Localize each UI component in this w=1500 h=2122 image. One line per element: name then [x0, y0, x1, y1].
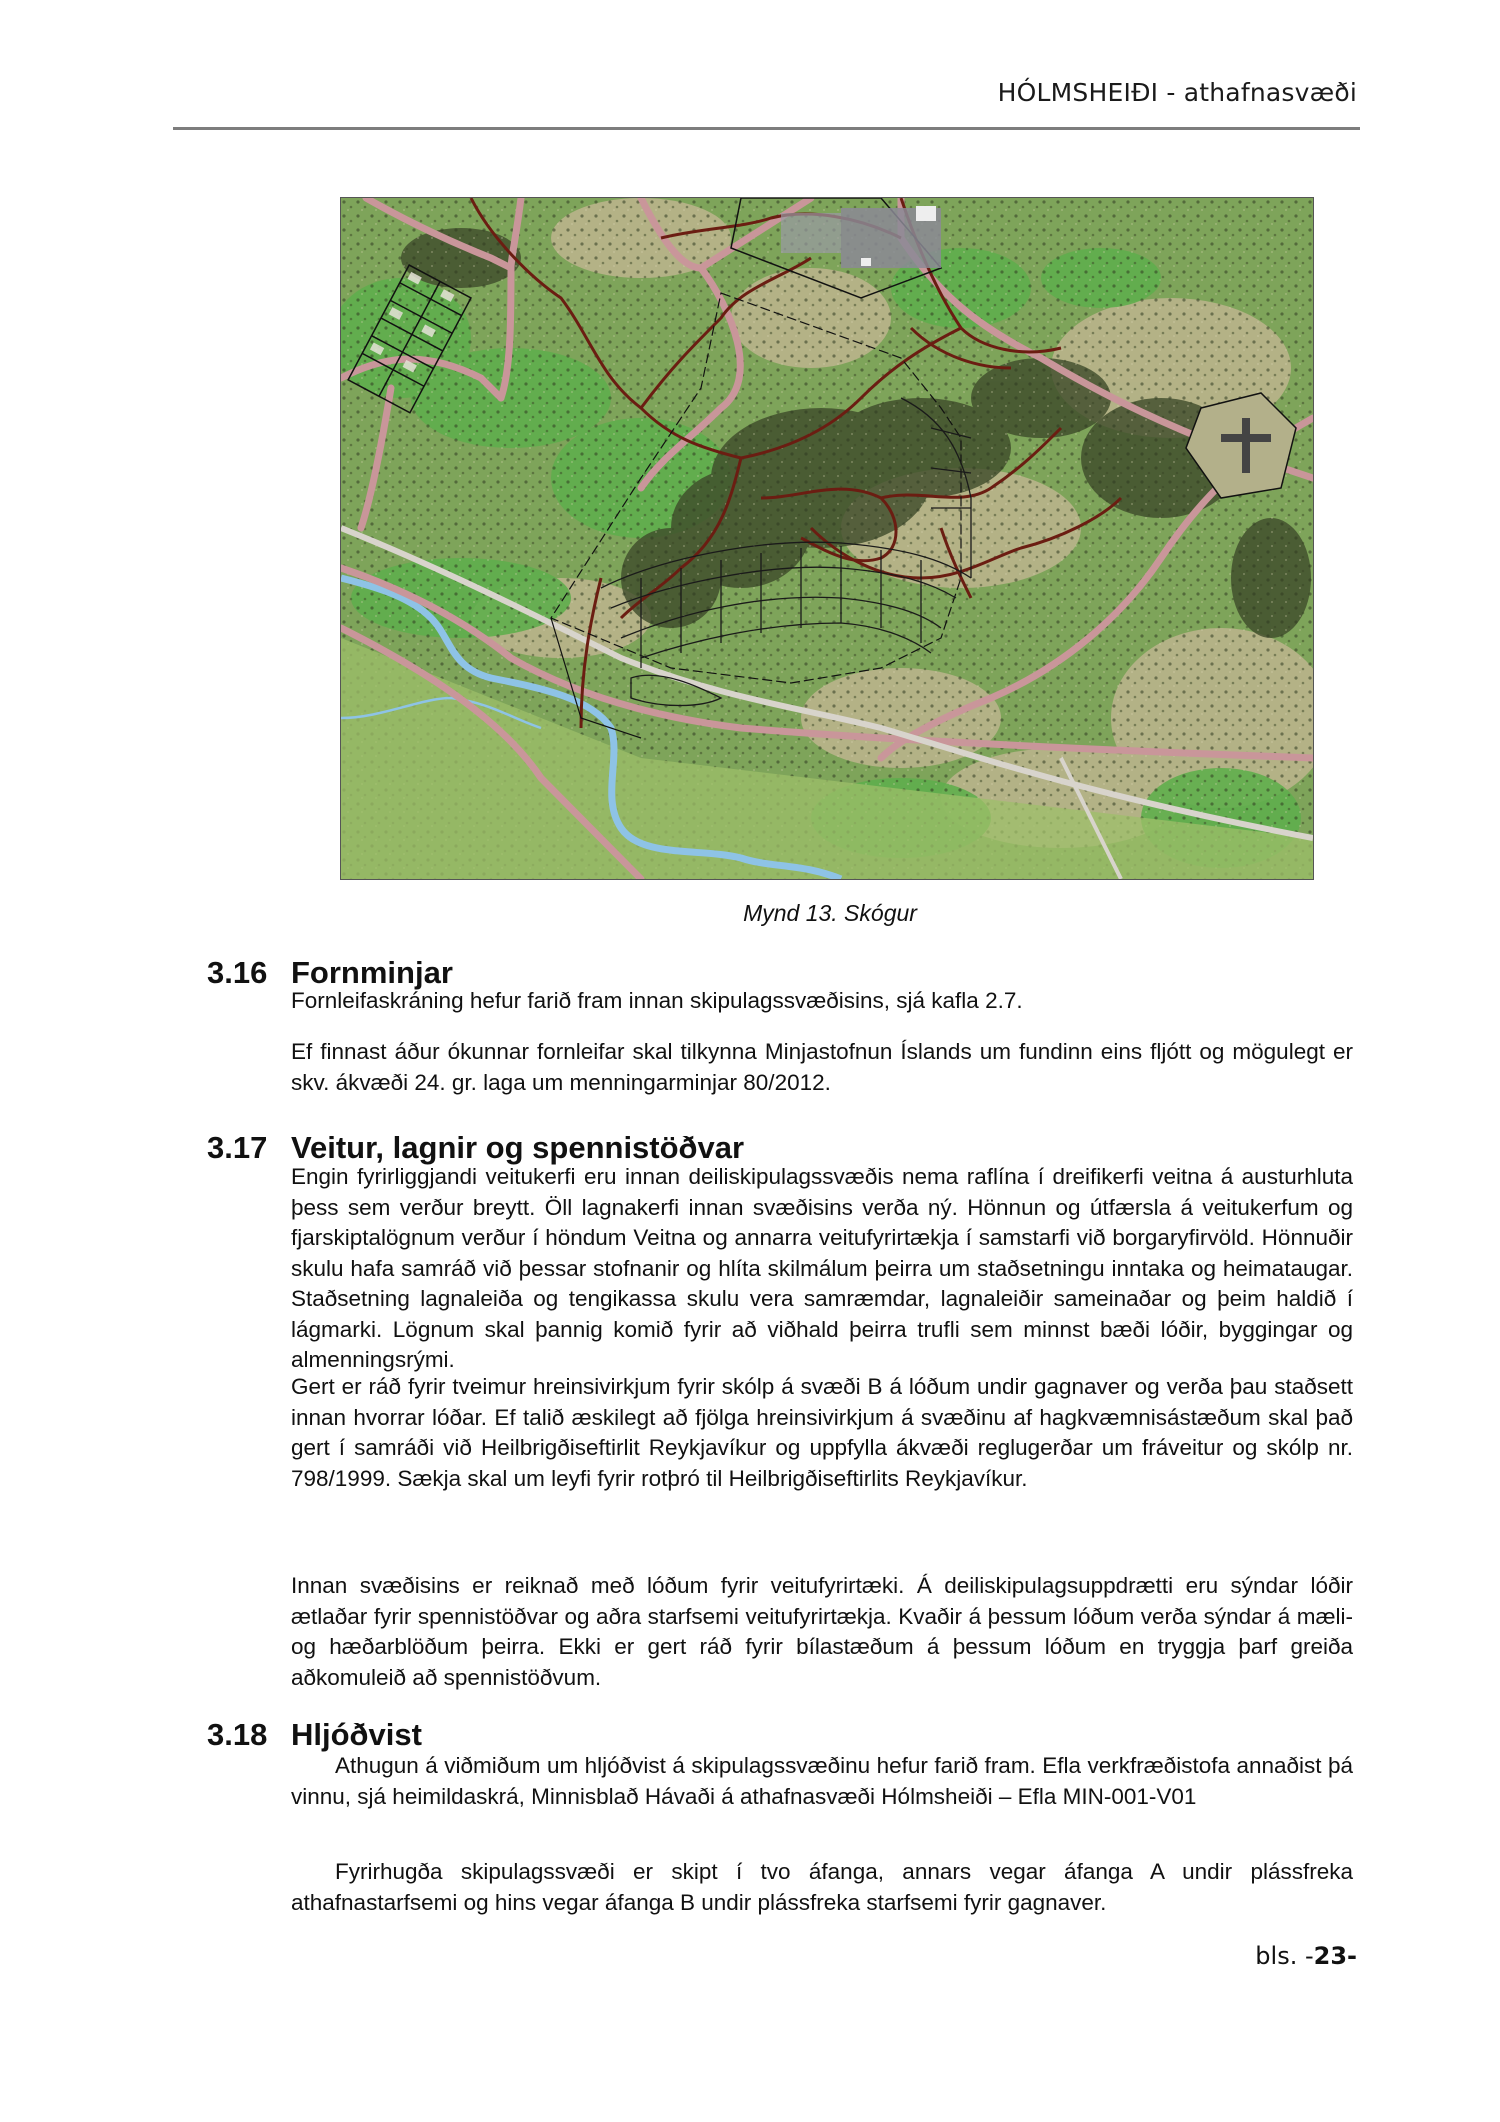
section-number: 3.16 [207, 955, 268, 990]
section-heading-3-18 [207, 1717, 422, 1753]
paragraph: Fyrirhugða skipulagssvæði er skipt í tvo áfanga, annars vegar áfanga A undir plássfreka athafnastarfsemi og hins vegar áfanga B undir plássfreka starfsemi fyrir gagnaver. [291, 1859, 1353, 1915]
section-title: Hljóðvist [291, 1717, 422, 1752]
paragraph: Gert er ráð fyrir tveimur hreinsivirkjum fyrir skólp á svæði B á lóðum undir gagnaver og verða þau staðsett innan hvorrar lóðar. Ef talið æskilegt að fjölga hreinsivirkjum á svæðinu af hagkvæmnisástæðum skal það gert í samráði við Heilbrigðiseftirlit Reykjavíkur og uppfylla ákvæði reglugerðar um fráveitur og skólp nr. 798/1999. Sækja skal um leyfi fyrir rotþró til Heilbrigðiseftirlits Reykjavíkur. [291, 1374, 1353, 1491]
header-title: HÓLMSHEIÐI - athafnasvæði [997, 78, 1357, 107]
page-number [1255, 1942, 1357, 1970]
paragraph: Ef finnast áður ókunnar fornleifar skal tilkynna Minjastofnun Íslands um fundinn eins fljótt og mögulegt er skv. ákvæði 24. gr. laga um menningarminjar 80/2012. [291, 1039, 1353, 1095]
paragraph: Fornleifaskráning hefur farið fram innan skipulagssvæðisins, sjá kafla 2.7. [291, 988, 1023, 1013]
paragraph: Engin fyrirliggjandi veitukerfi eru innan deiliskipulagssvæðis nema raflína í dreifikerfi veitna á austurhluta þess sem verður breytt. Öll lagnakerfi innan svæðisins verða ný. Hönnun og útfærsla á veitukerfum og fjarskiptalögnum verður í höndum Veitna og annarra veitufyrirtækja í samstarfi við borgaryfirvöld. Hönnuðir skulu hafa samráð við þessar stofnanir og hlíta skilmálum þeirra um staðsetningu inntaka og heimataugar. Staðsetning lagnaleiða og tengikassa skulu vera samræmdar, lagnaleiðir sameinaðar og þeim haldið í lágmarki. Lögnum skal þannig komið fyrir að viðhald þeirra trufli sem minnst bæði lóðir, byggingar og almenningsrými. [291, 1164, 1353, 1372]
section-number: 3.18 [207, 1717, 268, 1752]
page-number-value: 23 [1313, 1942, 1348, 1970]
figure-caption: Mynd 13. Skógur [743, 900, 917, 926]
section-title: Veitur, lagnir og spennistöðvar [291, 1130, 745, 1165]
running-header [173, 78, 1360, 128]
paragraph: Innan svæðisins er reiknað með lóðum fyrir veitufyrirtæki. Á deiliskipulagsuppdrætti eru sýndar lóðir ætlaðar fyrir spennistöðvar og aðra starfsemi veitufyrirtækja. Kvaðir á þessum lóðum verða sýndar á mæli- og hæðarblöðum þeirra. Ekki er gert ráð fyrir bílastæðum á þessum lóðum en tryggja þarf greiða aðkomuleið að spennistöðvum. [291, 1573, 1353, 1690]
header-rule [173, 127, 1360, 130]
paragraph: Athugun á viðmiðum um hljóðvist á skipulagssvæðinu hefur farið fram. Efla verkfræðistofa annaðist þá vinnu, sjá heimildaskrá, Minnisblað Hávaði á athafnasvæði Hólmsheiði – Efla MIN-001-V01 [291, 1753, 1353, 1809]
section-number: 3.17 [207, 1130, 268, 1165]
page-number-suffix: - [1347, 1942, 1357, 1970]
section-title: Fornminjar [291, 955, 453, 990]
aerial-map-image [341, 198, 1313, 879]
section-heading-3-17 [207, 1130, 744, 1166]
aerial-map-figure [340, 197, 1314, 880]
page-number-prefix: bls. - [1255, 1942, 1314, 1970]
